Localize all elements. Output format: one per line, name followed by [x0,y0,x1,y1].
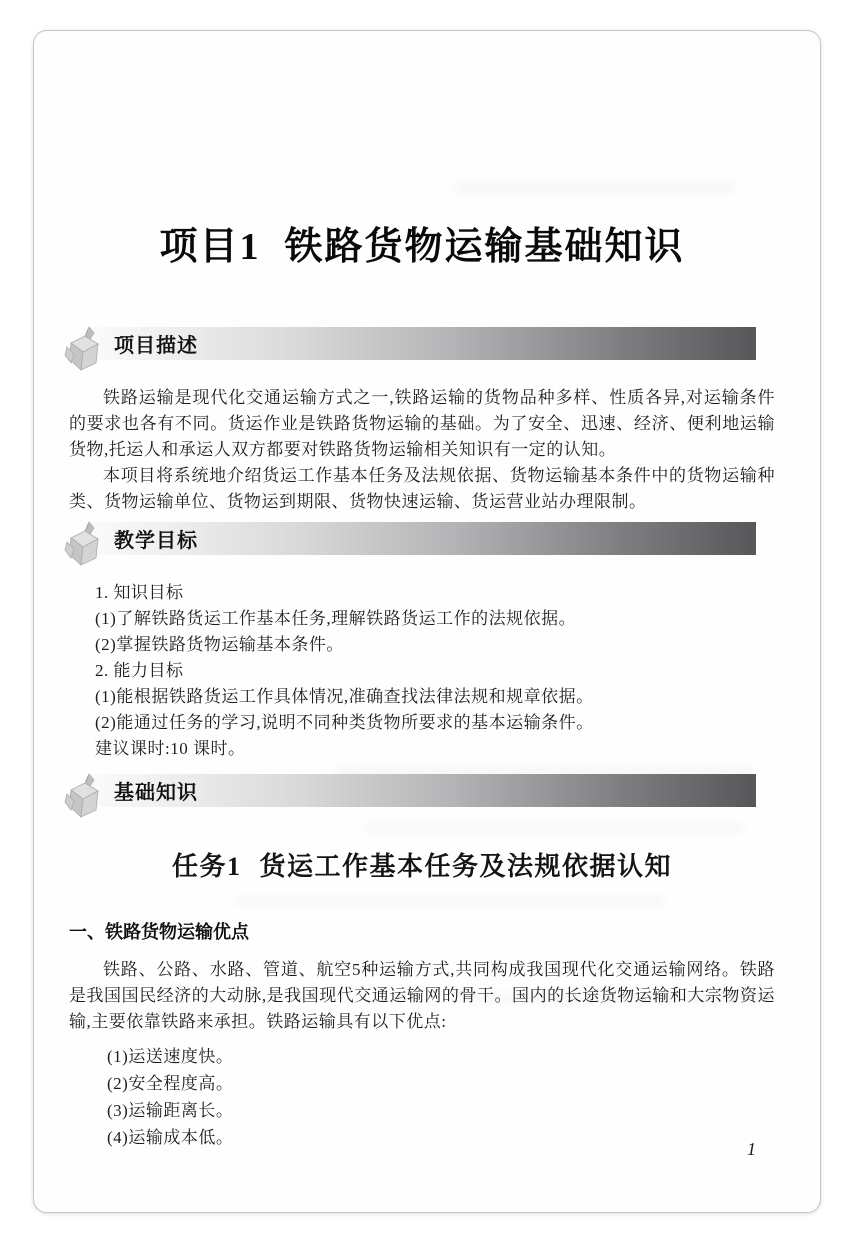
section-banner-basic-knowledge [89,774,756,807]
task-number: 任务1 [171,852,242,881]
subsection-heading: 一、铁路货物运输优点 [69,922,249,942]
banner-bar [89,774,756,807]
banner-label: 基础知识 [114,782,198,804]
page-content [69,31,775,1212]
page-number: 1 [747,1139,756,1159]
banner-bar [89,522,756,555]
chapter-number: 项目1 [159,226,261,268]
paragraph: 本项目将系统地介绍货运工作基本任务及法规依据、货物运输基本条件中的货物运输种类、货物运输单位、货物运到期限、货物快速运输、货运营业站办理限制。 [69,466,775,511]
section-banner-teaching-objectives [89,522,756,555]
banner-label: 项目描述 [114,335,198,357]
chapter-title-text: 铁路货物运输基础知识 [284,226,685,268]
parcel-icon [62,323,104,377]
objective-item: 建议课时:10 课时。 [95,739,246,758]
advantage-item: (2)安全程度高。 [107,1074,234,1093]
objective-item: 2. 能力目标 [95,661,184,680]
task-title-text: 货运工作基本任务及法规依据认知 [259,852,673,881]
parcel-icon [62,518,104,572]
scanned-book-page [33,30,821,1213]
objective-item: (1)能根据铁路货运工作具体情况,准确查找法律法规和规章依据。 [95,687,594,706]
objective-item: (2)掌握铁路货物运输基本条件。 [95,635,344,654]
advantages-list [69,1043,775,1151]
advantage-item: (3)运输距离长。 [107,1101,234,1120]
advantage-item: (4)运输成本低。 [107,1128,234,1147]
objective-item: (1)了解铁路货运工作基本任务,理解铁路货运工作的法规依据。 [95,609,577,628]
task-title [69,850,775,884]
parcel-icon [62,770,104,824]
section-banner-project-description [89,327,756,360]
banner-bar [89,327,756,360]
objective-item: 1. 知识目标 [95,583,184,602]
teaching-objectives-list [69,580,775,762]
paragraph: 铁路运输是现代化交通运输方式之一,铁路运输的货物品种多样、性质各异,对运输条件的要求也各有不同。货运作业是铁路货物运输的基础。为了安全、迅速、经济、便利地运输货物,托运人和承运人双方都要对铁路货物运输相关知识有一定的认知。 [69,388,775,459]
paragraph: 铁路、公路、水路、管道、航空5种运输方式,共同构成我国现代化交通运输网络。铁路是我国国民经济的大动脉,是我国现代交通运输网的骨干。国内的长途货物运输和大宗物资运输,主要依靠铁路来承担。铁路运输具有以下优点: [69,960,775,1031]
objective-item: (2)能通过任务的学习,说明不同种类货物所要求的基本运输条件。 [95,713,594,732]
chapter-title [69,31,775,270]
advantage-item: (1)运送速度快。 [107,1047,234,1066]
project-description-text [69,385,775,515]
banner-label: 教学目标 [114,530,198,552]
